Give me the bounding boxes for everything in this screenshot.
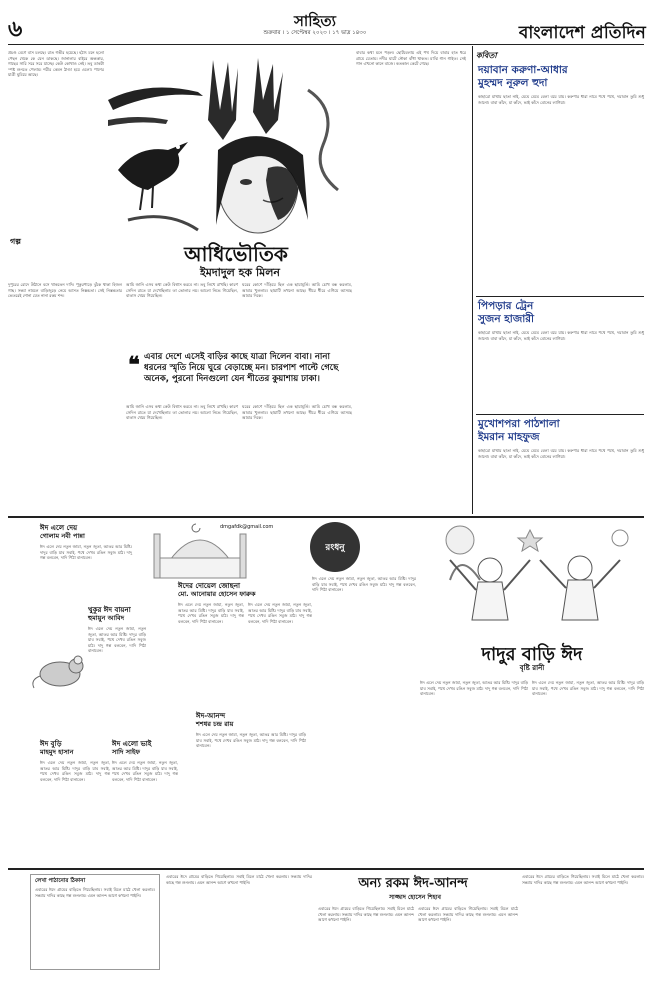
story-column-text: দুপুরের রোদে উঠানে বসে থাকতেন দাদি। পুকুরপাড়ে ঝুঁকে থাকা হিজল গাছ। সন্ধ্যা নামলে বাড়িজুড়ে নেমে আসত নিস্তব্ধতা। সেই নিস্তব্ধতার ভেতরেই শোনা যেত নানা রকম শব্দ। (8, 282, 124, 299)
rhyme-text: ঈদ এলে দেয় নতুন জামা, নতুন জুতা, আতর আর মিষ্টি। দাদুর বাড়ি যাব সবাই, পথে দেখব রঙিন সবুজ মাঠ। দাদু গল্প বলবেন, দাদি পিঠা বানাবেন। (196, 732, 308, 749)
mouse-illustration (30, 650, 90, 690)
kids-logo (310, 522, 360, 572)
kids-email[interactable]: dmgafdk@gmail.com (220, 524, 274, 530)
rhyme-title: ঈদ এলে দেয় (40, 524, 78, 532)
rhyme-text: ঈদ এলে দেয় নতুন জামা, নতুন জুতা, আতর আর মিষ্টি। দাদুর বাড়ি যাব সবাই, পথে দেখব রঙিন সবুজ মাঠ। দাদু গল্প বলবেন, দাদি পিঠা বানাবেন। (178, 602, 246, 624)
bottom-rule (8, 868, 644, 870)
poem-author: সুজন হাজারী (478, 313, 535, 325)
bottom-text: এবারের ঈদে গ্রামের বাড়িতে গিয়েছিলাম। সবাই মিলে মাঠে খেলা করলাম। সন্ধ্যায় দাদির কাছে গল্প শুনলাম। এমন আনন্দ আগে কখনো পাইনি। (522, 874, 646, 885)
story-column-text: বাবার কথা মনে পড়ল। ছোটবেলায় এই পথ দিয়ে বাবার হাত ধরে গ্রামে যেতাম। নদীর ঘাটে নৌকা বাঁধা থাকত। মাঝি গান গাইত। সেই গান এখনো কানে বাজে। কতকাল কেটে গেছে। (356, 50, 468, 67)
bottom-text: এবারের ঈদে গ্রামের বাড়িতে গিয়েছিলাম। সবাই মিলে মাঠে খেলা করলাম। সন্ধ্যায় দাদির কাছে গল্প শুনলাম। এমন আনন্দ আগে কখনো পাইনি। (418, 906, 520, 923)
kids-illustration (420, 520, 646, 640)
bottom-text: এবারের ঈদে গ্রামের বাড়িতে গিয়েছিলাম। সবাই মিলে মাঠে খেলা করলাম। সন্ধ্যায় দাদির কাছে গল্প শুনলাম। এমন আনন্দ আগে কখনো পাইনি। (166, 874, 314, 885)
rhyme-text: ঈদ এলে দেয় নতুন জামা, নতুন জুতা, আতর আর মিষ্টি। দাদুর বাড়ি যাব সবাই, পথে দেখব রঙিন সবুজ মাঠ। দাদু গল্প বলবেন, দাদি পিঠা বানাবেন। (112, 760, 180, 782)
rhyme-text: ঈদ এলে দেয় নতুন জামা, নতুন জুতা, আতর আর মিষ্টি। দাদুর বাড়ি যাব সবাই, পথে দেখব রঙিন সবুজ মাঠ। দাদু গল্প বলবেন, দাদি পিঠা বানাবেন। (248, 602, 314, 624)
rhyme-author: শশধর চন্দ্র রায় (196, 720, 234, 728)
kids-story-text: ঈদ এলে দেয় নতুন জামা, নতুন জুতা, আতর আর মিষ্টি। দাদুর বাড়ি যাব সবাই, পথে দেখব রঙিন সবুজ মাঠ। দাদু গল্প বলবেন, দাদি পিঠা বানাবেন। (420, 680, 530, 697)
submission-text: এবারের ঈদে গ্রামের বাড়িতে গিয়েছিলাম। সবাই মিলে মাঠে খেলা করলাম। সন্ধ্যায় দাদির কাছে গল্প শুনলাম। এমন আনন্দ আগে কখনো পাইনি। (35, 887, 157, 898)
story-column-text: ঘরের কোণে দাঁড়িয়ে ছিল এক ছায়ামূর্তি। আমি চোখ বন্ধ করলাম, আবার খুললাম। ছায়াটি তখনো আছে। ধীরে ধীরে এগিয়ে আসছে আমার দিকে। (242, 404, 354, 421)
kids-logo-text: রংধনু (325, 542, 345, 553)
rhyme-title: ঈদ-আনন্দ (196, 712, 226, 720)
poem-text: কাহারো মাথায় ছাতা নাই, মেঘে মেঘে বেলা বয়ে যায়। করুণার ধারা নামে পথে পথে, দয়াবান তুমি শুধু জানো। বাবা কাঁদে, মা কাঁদে, ভাই কাঁদে বোনের লাগিয়া। (478, 94, 646, 105)
story-pullquote: এবার দেশে এসেই বাড়ির কাছে যাত্রা দিলেন বাবা। নানা ধরনের স্মৃতি নিয়ে ঘুরে বেড়াচ্ছে মন। চারপাশ পাল্টে গেছে অনেক, পুরনো দিনগুলো যেন শীতের কুয়াশায় ঢাকা। (144, 352, 339, 384)
rhyme-author: মো. আনোয়ার হোসেন ফারুক (178, 590, 256, 598)
story-column-text: ঘরের কোণে দাঁড়িয়ে ছিল এক ছায়ামূর্তি। আমি চোখ বন্ধ করলাম, আবার খুললাম। ছায়াটি তখনো আছে। ধীরে ধীরে এগিয়ে আসছে আমার দিকে। (242, 282, 354, 299)
story-section-label: গল্প (10, 237, 21, 246)
submission-box (30, 874, 160, 970)
rhyme-author: সাদি সাইফ (112, 748, 141, 756)
rhyme-author: মাহমুদ হাসান (40, 748, 74, 756)
poem-text: কাহারো মাথায় ছাতা নাই, মেঘে মেঘে বেলা বয়ে যায়। করুণার ধারা নামে পথে পথে, দয়াবান তুমি শুধু জানো। বাবা কাঁদে, মা কাঁদে, ভাই কাঁদে বোনের লাগিয়া। (478, 330, 646, 341)
rhyme-text: ঈদ এলে দেয় নতুন জামা, নতুন জুতা, আতর আর মিষ্টি। দাদুর বাড়ি যাব সবাই, পথে দেখব রঙিন সবুজ মাঠ। দাদু গল্প বলবেন, দাদি পিঠা বানাবেন। (40, 760, 112, 782)
poem-text: কাহারো মাথায় ছাতা নাই, মেঘে মেঘে বেলা বয়ে যায়। করুণার ধারা নামে পথে পথে, দয়াবান তুমি শুধু জানো। বাবা কাঁদে, মা কাঁদে, ভাই কাঁদে বোনের লাগিয়া। (478, 448, 646, 459)
story-author: ইমদাদুল হক মিলন (200, 266, 280, 279)
poem-divider (476, 296, 644, 297)
kids-story-text: ঈদ এলে দেয় নতুন জামা, নতুন জুতা, আতর আর মিষ্টি। দাদুর বাড়ি যাব সবাই, পথে দেখব রঙিন সবুজ মাঠ। দাদু গল্প বলবেন, দাদি পিঠা বানাবেন। (312, 576, 418, 593)
kobita-label: কবিতা (476, 51, 497, 60)
kids-main-author: বৃষ্টি রানী (519, 664, 545, 672)
rhyme-title: খুকুর ঈদ বায়না (88, 606, 131, 614)
poem-divider (476, 414, 644, 415)
kids-title-box (420, 640, 644, 676)
kids-story-text: ঈদ এলে দেয় নতুন জামা, নতুন জুতা, আতর আর মিষ্টি। দাদুর বাড়ি যাব সবাই, পথে দেখব রঙিন সবুজ মাঠ। দাদু গল্প বলবেন, দাদি পিঠা বানাবেন। (532, 680, 646, 697)
bottom-author: সাজ্জাদ হোসেন শিহাব (389, 894, 441, 901)
story-illustration (108, 50, 348, 242)
poem-title: পিপড়ার ট্রেন (478, 300, 534, 312)
kids-main-title: দাদুর বাড়ি ঈদ (481, 644, 583, 665)
header-rule (8, 44, 644, 45)
date-line: শুক্রবার । ১ সেপ্টেম্বর ২০২৩ । ১৭ ভাদ্র ১৪৩০ (263, 30, 367, 36)
poem-author: ইমরান মাহফুজ (478, 431, 540, 443)
rhyme-title: ঈদ এলো ভাই (112, 740, 152, 748)
kobita-rule (472, 46, 473, 514)
story-column-text: আমি জানি এসব কথা কেউ বিশ্বাস করবে না। তবু লিখে রাখছি। কারণ সেদিন রাতে যা দেখেছিলাম তা ভোলার নয়। আলো নিভে গিয়েছিল, বাতাস থেমে গিয়েছিল। (126, 404, 240, 421)
story-column-text: প্রচণ্ড বেগে বাস চলছে। রাত গভীর হয়েছে। হঠাৎ মনে হলো পেছন থেকে কে যেন ডাকছে। জানালার বাইরে অন্ধকার, গাছের সারি সরে সরে যাচ্ছে। কেউ কোথাও নেই। তবু ডাকটা স্পষ্ট শুনতে পেলাম। শরীর কেমন ঠাণ্ডা হয়ে এলো। পাশের যাত্রী ঘুমিয়ে আছে। (8, 50, 106, 78)
submission-label: লেখা পাঠানোর ঠিকানা (35, 878, 86, 884)
rhyme-text: ঈদ এলে দেয় নতুন জামা, নতুন জুতা, আতর আর মিষ্টি। দাদুর বাড়ি যাব সবাই, পথে দেখব রঙিন সবুজ মাঠ। দাদু গল্প বলবেন, দাদি পিঠা বানাবেন। (88, 626, 148, 654)
poem-title: মুখোশপরা পাঠশালা (478, 418, 560, 430)
bottom-title: অন্য রকম ঈদ-আনন্দ (358, 876, 468, 891)
story-title: আধিভৌতিক (184, 242, 288, 266)
rhyme-title: ঈদ বুড়ি (40, 740, 62, 748)
bottom-text: এবারের ঈদে গ্রামের বাড়িতে গিয়েছিলাম। সবাই মিলে মাঠে খেলা করলাম। সন্ধ্যায় দাদির কাছে গল্প শুনলাম। এমন আনন্দ আগে কখনো পাইনি। (318, 906, 416, 923)
paper-name: বাংলাদেশ প্রতিদিন (518, 23, 646, 43)
rhyme-text: ঈদ এলে দেয় নতুন জামা, নতুন জুতা, আতর আর মিষ্টি। দাদুর বাড়ি যাব সবাই, পথে দেখব রঙিন সবুজ মাঠ। দাদু গল্প বলবেন, দাদি পিঠা বানাবেন। (40, 544, 134, 561)
pullquote-mark: ❝ (128, 352, 140, 378)
story-column-text: আমি জানি এসব কথা কেউ বিশ্বাস করবে না। তবু লিখে রাখছি। কারণ সেদিন রাতে যা দেখেছিলাম তা ভোলার নয়। আলো নিভে গিয়েছিল, বাতাস থেমে গিয়েছিল। (126, 282, 240, 299)
poem-title: দয়াবান করুণা-আধার (478, 64, 568, 76)
page-number: ৬ (8, 17, 23, 42)
rhyme-title: ঈদের দোয়েল জোছনা (178, 582, 241, 590)
kids-top-rule (8, 516, 644, 518)
poem-author: মুহম্মদ নূরুল হুদা (478, 77, 548, 89)
section-title: সাহিত্য (293, 12, 337, 30)
rhyme-author: গোলাম নবী পান্না (40, 532, 85, 540)
rhyme-author: হুমায়ুন আবিদ (88, 614, 125, 622)
